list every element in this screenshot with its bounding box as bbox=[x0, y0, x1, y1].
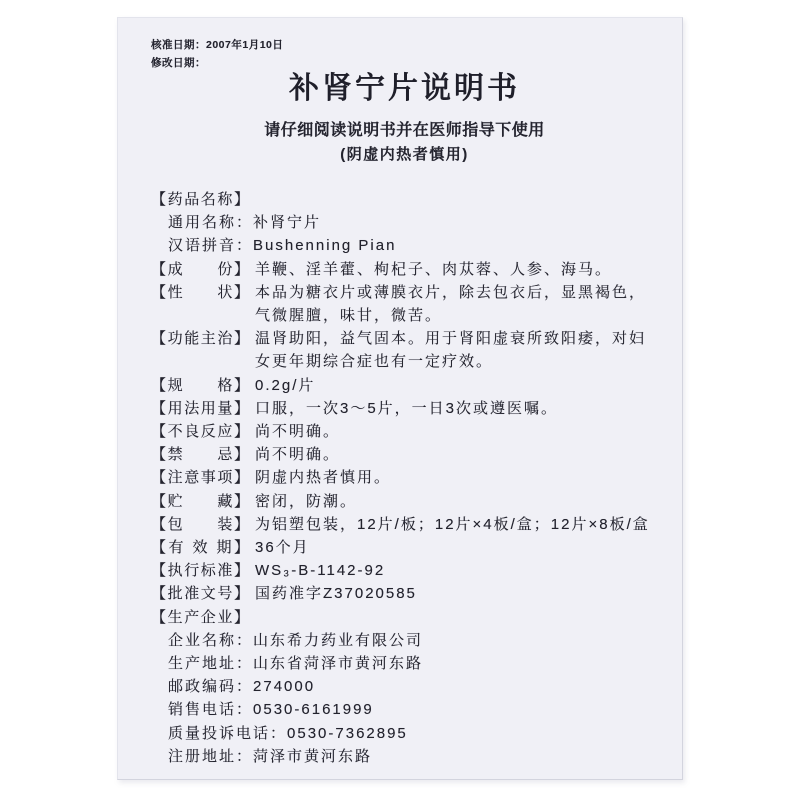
row-manufacturer bbox=[151, 606, 658, 629]
specification-value: 0.2g/片 bbox=[255, 376, 316, 394]
row-sales-phone bbox=[151, 698, 658, 721]
row-postcode bbox=[151, 675, 658, 698]
production-address-label: 生产地址： bbox=[168, 655, 254, 673]
row-storage bbox=[151, 490, 658, 513]
adverse-reactions-label: 【不良反应】 bbox=[151, 423, 249, 441]
registered-address-label: 注册地址： bbox=[168, 747, 254, 765]
description-label: 【性 状】 bbox=[151, 283, 249, 301]
validity-value: 36个月 bbox=[255, 539, 310, 557]
validity-label: 【有 效 期】 bbox=[151, 539, 249, 557]
usage-notice: 请仔细阅读说明书并在医师指导下使用 bbox=[264, 122, 545, 139]
company-name-label: 企业名称： bbox=[168, 631, 254, 649]
indications-label: 【功能主治】 bbox=[151, 330, 249, 348]
standard-label: 【执行标准】 bbox=[151, 562, 249, 580]
revision-date-label: 修改日期： bbox=[151, 57, 206, 69]
row-description bbox=[151, 281, 658, 327]
generic-name-value: 补肾宁片 bbox=[253, 214, 322, 232]
approval-date-line bbox=[151, 36, 658, 54]
caution-note: (阴虚内热者慎用) bbox=[340, 146, 469, 163]
storage-value: 密闭，防潮。 bbox=[255, 492, 358, 510]
row-approval-number bbox=[151, 582, 658, 605]
leaflet-title: 补肾宁片说明书 bbox=[289, 72, 520, 105]
indications-value: 温肾助阳，益气固本。用于肾阳虚衰所致阳痿，对妇女更年期综合症也有一定疗效。 bbox=[255, 330, 647, 371]
specification-label: 【规 格】 bbox=[151, 376, 249, 394]
row-validity bbox=[151, 536, 658, 559]
row-pinyin bbox=[151, 234, 658, 257]
row-ingredients bbox=[151, 258, 658, 281]
row-specification bbox=[151, 374, 658, 397]
row-dosage bbox=[151, 397, 658, 420]
row-complaint-phone bbox=[151, 722, 658, 745]
drug-name-label: 【药品名称】 bbox=[151, 191, 249, 208]
leaflet-page bbox=[117, 17, 683, 780]
leaflet-body bbox=[151, 188, 658, 768]
manufacturer-value bbox=[255, 606, 658, 629]
precautions-value: 阴虚内热者慎用。 bbox=[255, 469, 392, 487]
standard-value: WS₃-B-1142-92 bbox=[255, 562, 386, 580]
revision-date-line bbox=[151, 54, 658, 72]
approval-number-label: 【批准文号】 bbox=[151, 585, 249, 603]
row-contraindications bbox=[151, 443, 658, 466]
row-adverse-reactions bbox=[151, 420, 658, 443]
row-precautions bbox=[151, 466, 658, 489]
storage-label: 【贮 藏】 bbox=[151, 492, 249, 510]
complaint-phone-value: 0530-7362895 bbox=[287, 724, 408, 742]
row-indications bbox=[151, 327, 658, 373]
row-company-name bbox=[151, 629, 658, 652]
sales-phone-value: 0530-6161999 bbox=[253, 701, 374, 719]
generic-name-label: 通用名称： bbox=[168, 214, 254, 232]
approval-date-label: 核准日期： bbox=[151, 39, 206, 51]
packaging-value: 为铝塑包装，12片/板；12片×4板/盒；12片×8板/盒 bbox=[255, 515, 650, 533]
postcode-value: 274000 bbox=[253, 678, 316, 696]
contraindications-value: 尚不明确。 bbox=[255, 446, 341, 464]
row-generic-name bbox=[151, 211, 658, 234]
dosage-value: 口服，一次3～5片，一日3次或遵医嘱。 bbox=[255, 399, 559, 417]
row-packaging bbox=[151, 513, 658, 536]
registered-address-value: 菏泽市黄河东路 bbox=[253, 747, 373, 765]
precautions-label: 【注意事项】 bbox=[151, 469, 249, 487]
pinyin-value: Bushenning Pian bbox=[253, 237, 397, 255]
packaging-label: 【包 装】 bbox=[151, 515, 249, 533]
row-standard bbox=[151, 559, 658, 582]
company-name-value: 山东希力药业有限公司 bbox=[253, 631, 424, 649]
postcode-label: 邮政编码： bbox=[168, 678, 254, 696]
row-registered-address bbox=[151, 745, 658, 768]
ingredients-value: 羊鞭、淫羊藿、枸杞子、肉苁蓉、人参、海马。 bbox=[255, 260, 613, 278]
manufacturer-label: 【生产企业】 bbox=[151, 608, 249, 626]
contraindications-label: 【禁 忌】 bbox=[151, 446, 249, 464]
sales-phone-label: 销售电话： bbox=[168, 701, 254, 719]
drug-name-value bbox=[255, 188, 658, 211]
adverse-reactions-value: 尚不明确。 bbox=[255, 423, 341, 441]
approval-number-value: 国药准字Z37020585 bbox=[255, 585, 417, 603]
row-production-address bbox=[151, 652, 658, 675]
production-address-value: 山东省菏泽市黄河东路 bbox=[253, 655, 424, 673]
dosage-label: 【用法用量】 bbox=[151, 399, 249, 417]
pinyin-label: 汉语拼音： bbox=[168, 237, 254, 255]
description-value: 本品为糖衣片或薄膜衣片，除去包衣后，显黑褐色，气微腥膻，味甘，微苦。 bbox=[255, 283, 647, 325]
ingredients-label: 【成 份】 bbox=[151, 260, 249, 278]
approval-meta bbox=[151, 36, 658, 72]
approval-date-value: 2007年1月10日 bbox=[206, 39, 284, 51]
row-drug-name bbox=[151, 188, 658, 211]
complaint-phone-label: 质量投诉电话： bbox=[168, 724, 288, 742]
